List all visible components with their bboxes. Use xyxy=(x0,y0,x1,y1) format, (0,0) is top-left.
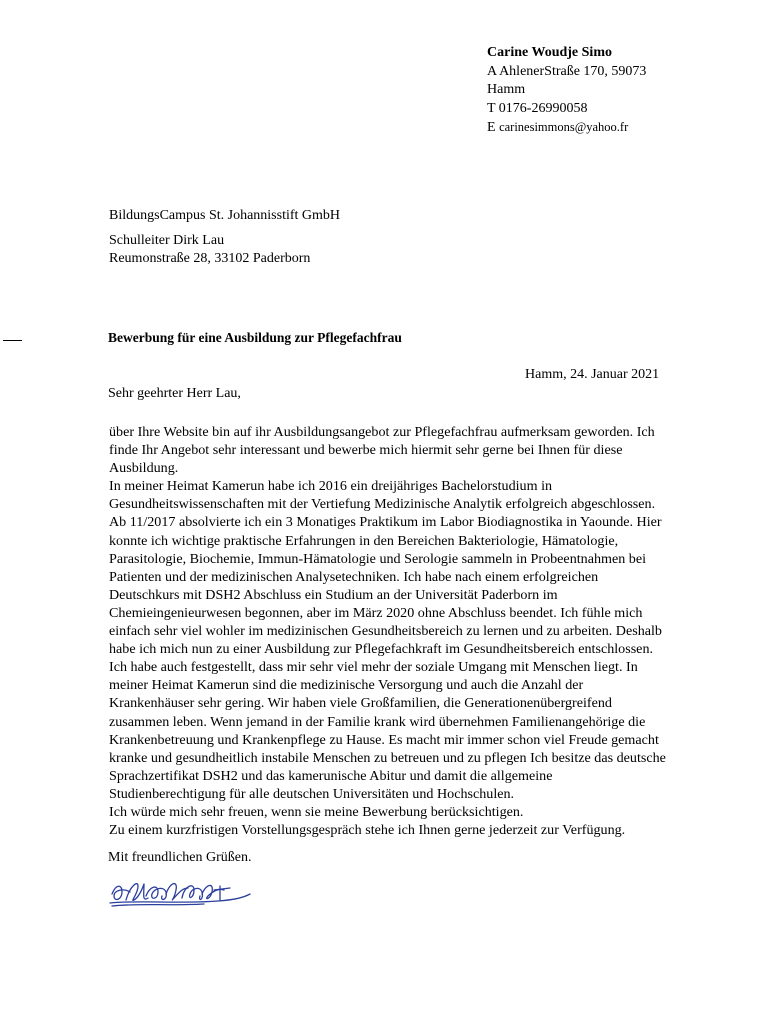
body-line: Sprachzertifikat DSH2 und das kamerunische Abitur und damit die allgemeine xyxy=(109,767,553,784)
body-line: Gesundheitswissenschaften mit der Vertiefung Medizinische Analytik erfolgreich abgeschlossen. xyxy=(109,496,656,513)
sender-email: carinesimmons@yahoo.fr xyxy=(499,120,629,134)
fold-mark xyxy=(3,340,22,341)
body-line: Zu einem kurzfristigen Vorstellungsgespräch stehe ich Ihnen gerne jederzeit zur Verfügung. xyxy=(109,822,626,839)
sender-name: Carine Woudje Simo xyxy=(487,45,612,60)
recipient-organization: BildungsCampus St. Johannisstift GmbH xyxy=(109,208,341,223)
recipient-contact: Schulleiter Dirk Lau xyxy=(109,232,225,248)
body-line: kranke und gesundheitlich instabile Menschen zu betreuen und zu pflegen Ich besitze das deutsche xyxy=(109,749,666,766)
body-line: Patienten und der medizinischen Analysetechniken. Ich habe nach einem erfolgreichen xyxy=(109,568,599,585)
body-line: konnte ich wichtige praktische Erfahrungen in den Bereichen Bakteriologie, Hämatologie, xyxy=(109,532,619,549)
body-line: Krankenbetreuung und Krankenpflege zu Hause. Es macht mir immer schon viel Freude gemacht xyxy=(109,731,659,748)
body-line: meiner Heimat Kamerun sind die medizinische Versorgung und auch die Anzahl der xyxy=(109,677,584,694)
body-line: Ab 11/2017 absolvierte ich ein 3 Monatiges Praktikum im Labor Biodiagnostika in Yaounde. Hier xyxy=(109,514,662,531)
letter-salutation: Sehr geehrter Herr Lau, xyxy=(108,386,241,401)
recipient-block xyxy=(109,207,340,269)
letter-body xyxy=(109,423,666,839)
body-line: Parasitologie, Biochemie, Immun-Hämatologie und Serologie sammeln in Probeentnahmen bei xyxy=(109,550,647,567)
handwritten-signature xyxy=(108,872,258,912)
body-line: Ausbildung. xyxy=(109,460,179,477)
body-line: In meiner Heimat Kamerun habe ich 2016 ein dreijähriges Bachelorstudium in xyxy=(109,478,553,495)
body-line: zusammen leben. Wenn jemand in der Familie krank wird übernehmen Familienangehörige die xyxy=(109,713,646,730)
letter-date: Hamm, 24. Januar 2021 xyxy=(525,367,660,382)
letter-closing: Mit freundlichen Grüßen. xyxy=(108,850,252,865)
recipient-address: Reumonstraße 28, 33102 Paderborn xyxy=(109,251,311,266)
body-line: Krankenhäuser sehr gering. Wir haben viele Großfamilien, die Generationenübergreifend xyxy=(109,695,612,712)
letter-subject: Bewerbung für eine Ausbildung zur Pflegefachfrau xyxy=(108,330,402,345)
body-line: einfach sehr viel wohler im medizinischen Gesundheitsbereich zu lernen und zu arbeiten. Deshalb xyxy=(109,623,662,640)
sender-email-prefix: E xyxy=(487,120,496,135)
sender-address-line2: Hamm xyxy=(487,82,526,97)
body-line: habe ich mich nun zu einer Ausbildung zur Pflegefachkraft im Gesundheitsbereich entschlossen. xyxy=(109,641,654,658)
sender-address-line1: A AhlenerStraße 170, 59073 xyxy=(487,63,647,79)
sender-block xyxy=(487,44,646,138)
body-line: finde Ihr Angebot sehr interessant und bewerbe mich hiermit sehr gerne bei Ihnen für diese xyxy=(109,442,623,459)
body-line: Ich würde mich sehr freuen, wenn sie meine Bewerbung berücksichtigen. xyxy=(109,803,524,820)
body-line: Studienberechtigung für alle deutschen Universitäten und Hochschulen. xyxy=(109,785,515,802)
body-line: Deutschkurs mit DSH2 Abschluss ein Studium an der Universität Paderborn im xyxy=(109,586,558,603)
sender-phone: T 0176-26990058 xyxy=(487,100,588,116)
body-line: über Ihre Website bin auf ihr Ausbildungsangebot zur Pflegefachfrau aufmerksam geworden. Ich xyxy=(109,424,655,440)
sender-email-line xyxy=(487,118,646,138)
body-line: Chemieingenieurwesen begonnen, aber im März 2020 ohne Abschluss beendet. Ich fühle mich xyxy=(109,604,643,621)
body-line: Ich habe auch festgestellt, dass mir sehr viel mehr der soziale Umgang mit Menschen liegt. In xyxy=(109,659,638,676)
